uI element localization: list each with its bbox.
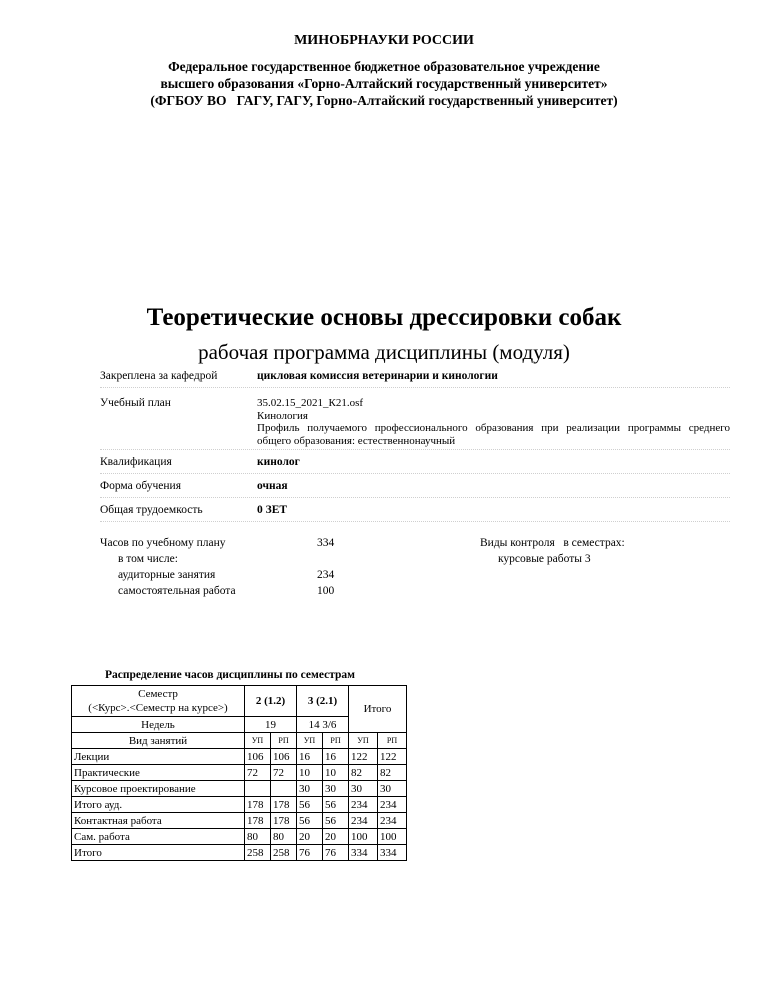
row-value: 178 [245, 797, 271, 813]
sem2-header: 3 (2.1) [297, 686, 349, 717]
table-row [72, 781, 407, 797]
row-value: 56 [297, 813, 323, 829]
row-value: 122 [378, 749, 407, 765]
row-value: 10 [297, 765, 323, 781]
row-label: Практические [72, 765, 245, 781]
row-label: Контактная работа [72, 813, 245, 829]
row-value: 56 [323, 813, 349, 829]
table-row [72, 845, 407, 861]
discipline-title: Теоретические основы дрессировки собак [146, 304, 622, 331]
plan-label: Учебный план [100, 397, 171, 409]
weeks-sem2: 14 3/6 [297, 717, 349, 733]
study-form-value: очная [257, 480, 288, 492]
row-value [271, 781, 297, 797]
row-value: 106 [271, 749, 297, 765]
row-value: 234 [378, 797, 407, 813]
row-label: Курсовое проектирование [72, 781, 245, 797]
document-subtitle: рабочая программа дисциплины (модуля) [198, 340, 570, 364]
weeks-sem1: 19 [245, 717, 297, 733]
labor-label: Общая трудоемкость [100, 504, 203, 516]
row-value: 72 [245, 765, 271, 781]
table-row [72, 765, 407, 781]
plan-details [257, 397, 730, 447]
qualification-value: кинолог [257, 456, 300, 468]
row-label: Итого ауд. [72, 797, 245, 813]
row-value: 10 [323, 765, 349, 781]
row-value: 100 [378, 829, 407, 845]
row-value: 178 [271, 797, 297, 813]
plan-name: Кинология [257, 409, 308, 422]
row-value: 80 [245, 829, 271, 845]
hours-total-label: Часов по учебному плану [100, 537, 226, 549]
row-value: 100 [349, 829, 378, 845]
sem1-header: 2 (1.2) [245, 686, 297, 717]
row-value: 72 [271, 765, 297, 781]
labor-value: 0 ЗЕТ [257, 504, 288, 516]
dept-value: цикловая комиссия ветеринарии и кинологии [257, 370, 498, 382]
up-header: УП [349, 733, 378, 749]
table-row [72, 749, 407, 765]
row-value: 76 [297, 845, 323, 861]
row-value: 234 [349, 797, 378, 813]
distribution-table [71, 685, 407, 861]
control-value: курсовые работы 3 [498, 553, 591, 565]
row-value: 20 [297, 829, 323, 845]
row-value: 56 [323, 797, 349, 813]
row-value: 82 [378, 765, 407, 781]
row-value: 16 [297, 749, 323, 765]
row-label: Итого [72, 845, 245, 861]
row-value: 82 [349, 765, 378, 781]
row-value: 178 [245, 813, 271, 829]
org-line-3: (ФГБОУ ВО ГАГУ, ГАГУ, Горно-Алтайский государственный университет) [150, 93, 618, 108]
hours-self-value: 100 [317, 585, 335, 597]
org-line-2: высшего образования «Горно-Алтайский государственный университет» [160, 76, 608, 91]
row-value: 334 [378, 845, 407, 861]
hours-total-value: 334 [317, 537, 335, 549]
row-value: 20 [323, 829, 349, 845]
semester-header: Семестр (<Курс>.<Семестр на курсе>) [72, 686, 245, 717]
row-value: 30 [378, 781, 407, 797]
hours-aud-value: 234 [317, 569, 335, 581]
study-form-label: Форма обучения [100, 480, 181, 492]
divider [100, 449, 730, 450]
plan-profile: Профиль получаемого профессионального образования при реализации программы среднего общего образования: естественнонаучный [257, 422, 730, 447]
rp-header: РП [378, 733, 407, 749]
distribution-title: Распределение часов дисциплины по семестрам [105, 669, 355, 681]
row-value: 258 [245, 845, 271, 861]
organization-name [0, 58, 768, 109]
row-value: 30 [323, 781, 349, 797]
table-row [72, 829, 407, 845]
up-header: УП [297, 733, 323, 749]
divider [100, 497, 730, 498]
org-line-1: Федеральное государственное бюджетное образовательное учреждение [168, 59, 600, 74]
row-value [245, 781, 271, 797]
rp-header: РП [271, 733, 297, 749]
row-value: 30 [349, 781, 378, 797]
table-row [72, 797, 407, 813]
row-value: 122 [349, 749, 378, 765]
table-row [72, 813, 407, 829]
ministry-name: МИНОБРНАУКИ РОССИИ [294, 33, 474, 48]
control-label: Виды контроля в семестрах: [480, 537, 625, 549]
row-label: Лекции [72, 749, 245, 765]
row-value: 334 [349, 845, 378, 861]
row-value: 30 [297, 781, 323, 797]
row-value: 16 [323, 749, 349, 765]
plan-file: 35.02.15_2021_К21.osf [257, 397, 364, 409]
qualification-label: Квалификация [100, 456, 172, 468]
divider [100, 387, 730, 388]
row-label: Сам. работа [72, 829, 245, 845]
row-value: 258 [271, 845, 297, 861]
row-value: 106 [245, 749, 271, 765]
total-header: Итого [349, 686, 407, 733]
up-header: УП [245, 733, 271, 749]
hours-aud-label: аудиторные занятия [118, 569, 216, 581]
row-value: 178 [271, 813, 297, 829]
row-value: 234 [349, 813, 378, 829]
dept-label: Закреплена за кафедрой [100, 370, 218, 382]
hours-including-label: в том числе: [118, 553, 178, 565]
kind-label: Вид занятий [72, 733, 245, 749]
row-value: 80 [271, 829, 297, 845]
rp-header: РП [323, 733, 349, 749]
divider [100, 521, 730, 522]
hours-self-label: самостоятельная работа [118, 585, 236, 597]
row-value: 234 [378, 813, 407, 829]
row-value: 76 [323, 845, 349, 861]
divider [100, 473, 730, 474]
weeks-label: Недель [72, 717, 245, 733]
row-value: 56 [297, 797, 323, 813]
